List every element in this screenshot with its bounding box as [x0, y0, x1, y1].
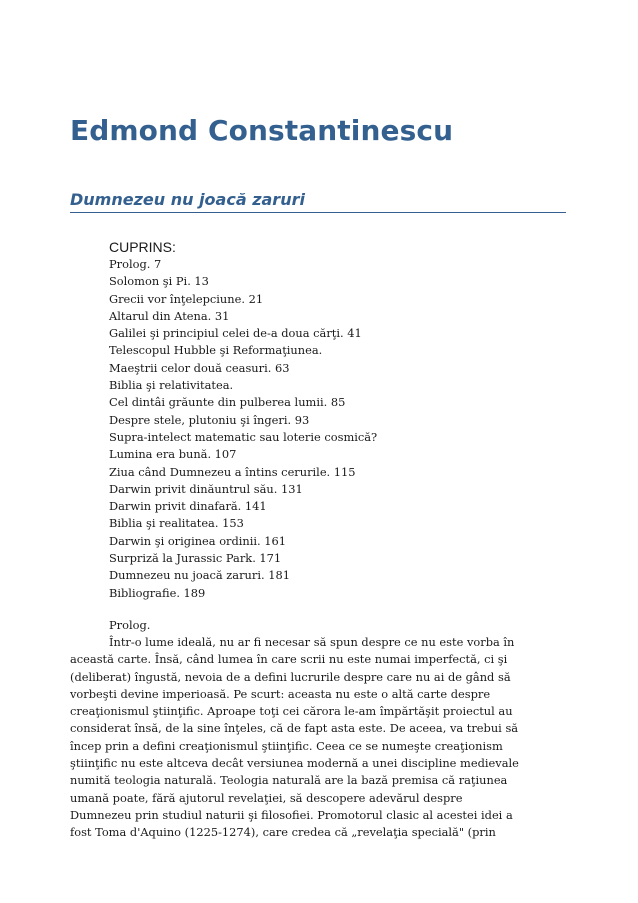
- text-line: această carte. Însă, când lumea în care scrii nu este numai imperfectă, ci şi: [70, 652, 508, 667]
- toc-entry: Biblia şi realitatea. 153: [109, 516, 244, 531]
- text-line: numită teologia naturală. Teologia naturală are la bază premisa că raţiunea: [70, 773, 508, 788]
- toc-entry: Altarul din Atena. 31: [109, 308, 230, 323]
- toc-entry: Darwin şi originea ordinii. 161: [109, 533, 287, 548]
- toc-entry: Ziua când Dumnezeu a întins cerurile. 115: [109, 464, 356, 479]
- toc-entry: Grecii vor înţelepciune. 21: [109, 291, 264, 306]
- author-name: Edmond Constantinescu: [70, 114, 454, 147]
- toc-entry: Lumina era bună. 107: [109, 447, 237, 462]
- text-line: creaţionismul ştiinţific. Aproape toţi cei cărora le-am împărtăşit proiectul au: [70, 704, 513, 719]
- text-line: fost Toma d'Aquino (1225-1274), care credea că „revelaţia specială" (prin: [70, 825, 496, 840]
- table-of-contents: [109, 256, 377, 602]
- book-title: Dumnezeu nu joacă zaruri: [70, 190, 566, 213]
- text-line: Dumnezeu prin studiul naturii şi filosofiei. Promotorul clasic al acestei idei a: [70, 807, 513, 822]
- toc-entry: Biblia şi relativitatea.: [109, 378, 234, 393]
- text-line: încep prin a defini creaţionismul ştiinţific. Ceea ce se numeşte creaţionism: [70, 738, 503, 753]
- toc-heading: CUPRINS:: [109, 239, 176, 255]
- toc-entry: Dumnezeu nu joacă zaruri. 181: [109, 568, 290, 583]
- toc-entry: Cel dintâi grăunte din pulberea lumii. 85: [109, 395, 346, 410]
- toc-entry: Darwin privit dinafară. 141: [109, 499, 267, 514]
- toc-entry: Solomon şi Pi. 13: [109, 274, 209, 289]
- text-line: Într-o lume ideală, nu ar fi necesar să spun despre ce nu este vorba în: [109, 635, 515, 649]
- toc-entry: Maeştrii celor două ceasuri. 63: [109, 360, 290, 375]
- toc-entry: Supra-intelect matematic sau loterie cosmică?: [109, 429, 378, 444]
- prolog-paragraph: [70, 634, 560, 842]
- text-line: ştiinţific nu este altceva decât versiunea modernă a unei discipline medievale: [70, 756, 519, 771]
- toc-entry: Surpriză la Jurassic Park. 171: [109, 551, 282, 566]
- text-line: considerat însă, de la sine înţeles, că de fapt asta este. De aceea, va trebui să: [70, 721, 519, 736]
- toc-entry: Darwin privit dinăuntrul său. 131: [109, 481, 303, 496]
- toc-entry: Bibliografie. 189: [109, 585, 206, 600]
- prolog-label: Prolog.: [109, 618, 151, 632]
- toc-entry: Prolog. 7: [109, 257, 162, 271]
- toc-entry: Telescopul Hubble şi Reformaţiunea.: [109, 343, 323, 358]
- text-line: vorbeşti devine imperioasă. Pe scurt: aceasta nu este o altă carte despre: [70, 686, 491, 701]
- toc-entry: Galilei şi principiul celei de-a doua cărţi. 41: [109, 326, 362, 341]
- text-line: umană poate, fără ajutorul revelaţiei, să descopere adevărul despre: [70, 790, 463, 805]
- toc-entry: Despre stele, plutoniu şi îngeri. 93: [109, 412, 310, 427]
- text-line: (deliberat) îngustă, nevoia de a defini lucrurile despre care nu ai de gând să: [70, 669, 511, 684]
